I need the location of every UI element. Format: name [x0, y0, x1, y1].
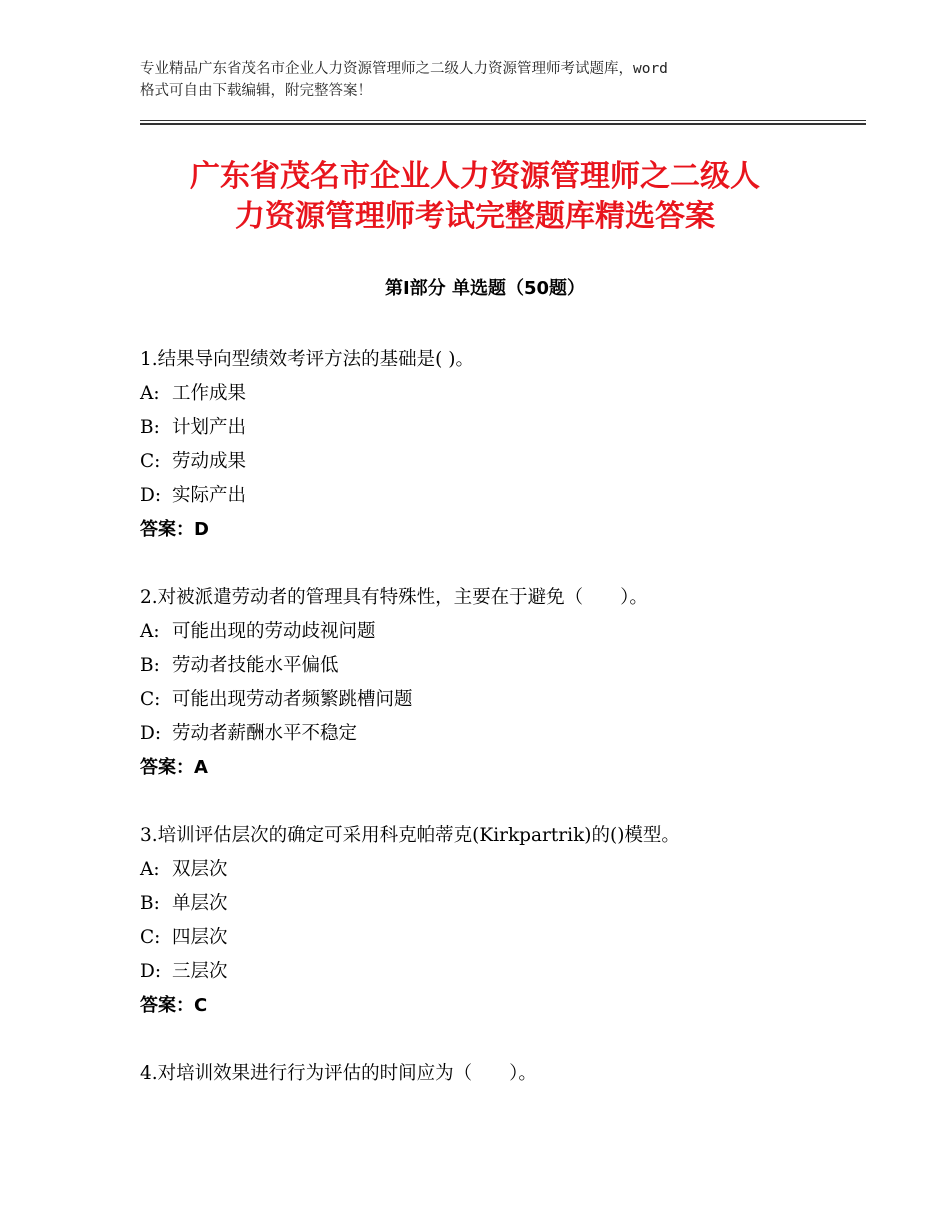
- question-3: [140, 819, 840, 1023]
- option-text: 可能出现劳动者频繁跳槽问题: [172, 689, 413, 710]
- option-text: 劳动成果: [172, 451, 247, 472]
- option-b: [140, 411, 840, 445]
- option-c: [140, 921, 840, 955]
- option-b: [140, 649, 840, 683]
- answer: 答案：A: [140, 757, 208, 778]
- option-a: [140, 853, 840, 887]
- question-4: [140, 1057, 840, 1091]
- option-text: 劳动者薪酬水平不稳定: [172, 723, 358, 744]
- answer: 答案：C: [140, 995, 208, 1016]
- document-title-line-1: 广东省茂名市企业人力资源管理师之二级人: [190, 159, 760, 194]
- option-letter: C:: [140, 451, 161, 472]
- option-text: 劳动者技能水平偏低: [172, 655, 339, 676]
- header-divider-thick: [140, 123, 866, 125]
- option-c: [140, 445, 840, 479]
- question-1: [140, 343, 840, 547]
- option-letter: D:: [140, 723, 162, 744]
- option-b: [140, 887, 840, 921]
- option-letter: C:: [140, 689, 161, 710]
- option-a: [140, 377, 840, 411]
- option-letter: B:: [140, 893, 160, 914]
- question-list: [140, 343, 840, 1125]
- option-text: 四层次: [172, 927, 228, 948]
- header-note: [140, 58, 830, 102]
- option-text: 三层次: [172, 961, 228, 982]
- option-c: [140, 683, 840, 717]
- option-letter: B:: [140, 655, 160, 676]
- document-title-line-2: 力资源管理师考试完整题库精选答案: [235, 199, 715, 234]
- option-text: 计划产出: [172, 417, 247, 438]
- option-letter: D:: [140, 485, 162, 506]
- option-letter: A:: [140, 621, 160, 642]
- option-text: 实际产出: [172, 485, 247, 506]
- option-text: 双层次: [172, 859, 228, 880]
- section-title: 第Ⅰ部分 单选题（50题）: [384, 278, 585, 299]
- option-d: [140, 955, 840, 989]
- header-divider-thin: [140, 120, 866, 121]
- document-title: [110, 157, 840, 237]
- header-note-line-1: 专业精品广东省茂名市企业人力资源管理师之二级人力资源管理师考试题库，word: [140, 61, 668, 77]
- option-text: 单层次: [172, 893, 228, 914]
- option-letter: C:: [140, 927, 161, 948]
- header-note-line-2: 格式可自由下载编辑，附完整答案！: [140, 83, 372, 99]
- question-text: 2.对被派遣劳动者的管理具有特殊性，主要在于避免（ ）。: [140, 587, 648, 608]
- option-letter: A:: [140, 859, 160, 880]
- header-divider: [140, 120, 866, 126]
- option-letter: D:: [140, 961, 162, 982]
- question-text: 3.培训评估层次的确定可采用科克帕蒂克(Kirkpartrik)的()模型。: [140, 825, 680, 846]
- option-a: [140, 615, 840, 649]
- option-text: 工作成果: [172, 383, 247, 404]
- option-d: [140, 479, 840, 513]
- question-text: 1.结果导向型绩效考评方法的基础是( )。: [140, 349, 474, 370]
- option-text: 可能出现的劳动歧视问题: [172, 621, 376, 642]
- option-d: [140, 717, 840, 751]
- question-text: 4.对培训效果进行行为评估的时间应为（ ）。: [140, 1063, 537, 1084]
- question-2: [140, 581, 840, 785]
- answer: 答案：D: [140, 519, 209, 540]
- option-letter: B:: [140, 417, 160, 438]
- option-letter: A:: [140, 383, 160, 404]
